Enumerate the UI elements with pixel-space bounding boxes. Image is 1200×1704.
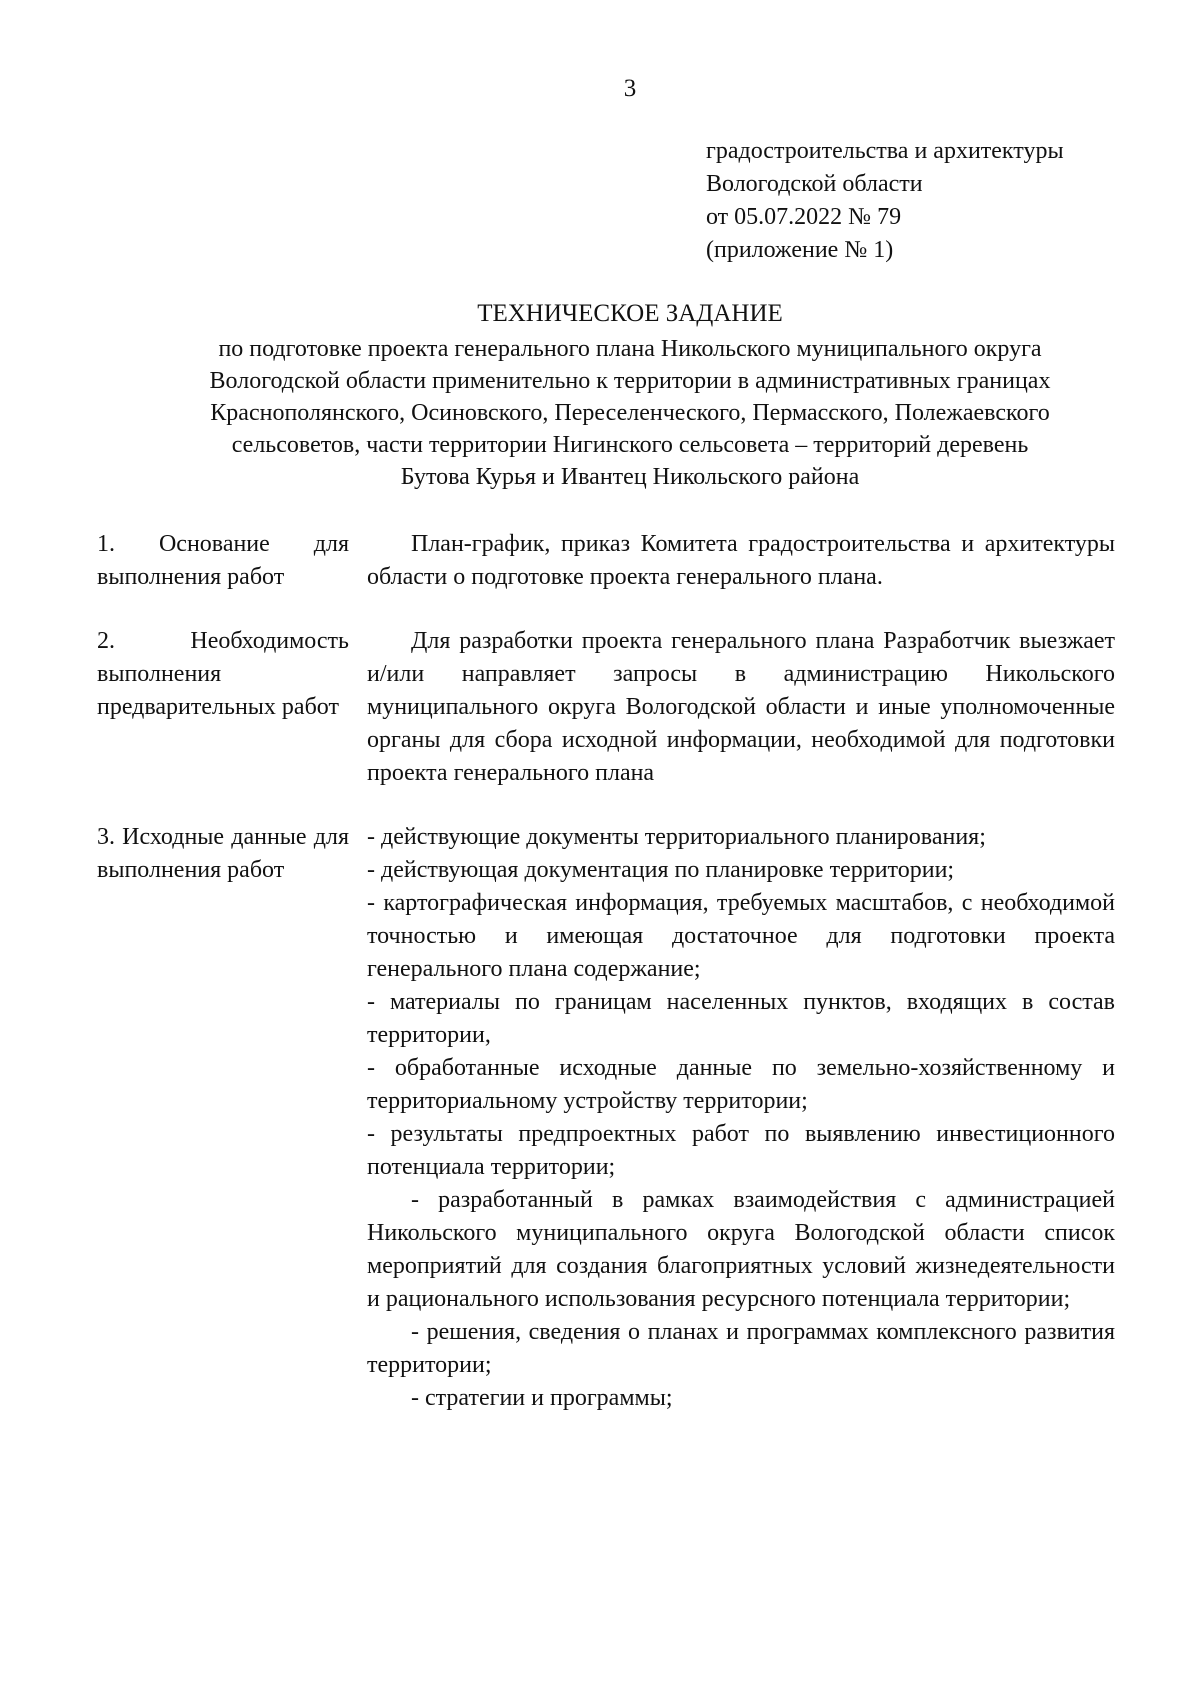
requirements-table: [97, 528, 1115, 1446]
item-source-data: [97, 821, 1115, 1415]
item-label: 1. Основание для выполнения работ: [97, 531, 349, 590]
approval-date-line: от 05.07.2022 № 79: [706, 204, 902, 230]
subtitle-line: сельсоветов, части территории Нигинского сельсовета – территорий деревень: [231, 432, 1029, 458]
page-number: 3: [623, 75, 637, 102]
approval-line: Вологодской области: [706, 171, 923, 197]
list-item: - обработанные исходные данные по земельно-хозяйственному и территориальному устройству территории;: [367, 1055, 1115, 1114]
document-title: ТЕХНИЧЕСКОЕ ЗАДАНИЕ: [477, 300, 783, 327]
approval-block: [706, 135, 1126, 267]
item-text: План-график, приказ Комитета градостроительства и архитектуры области о подготовке проекта генерального плана.: [367, 531, 1115, 590]
item-label: 3. Исходные данные для выполнения работ: [97, 824, 349, 883]
list-item: - материалы по границам населенных пунктов, входящих в состав территории,: [367, 989, 1115, 1048]
list-item: - стратегии и программы;: [411, 1385, 673, 1411]
item-body: [367, 528, 1115, 594]
list-item: - действующая документация по планировке территории;: [367, 857, 955, 883]
item-preliminary-work: [97, 625, 1115, 790]
approval-line: градостроительства и архитектуры: [706, 138, 1064, 164]
list-item: - решения, сведения о планах и программах комплексного развития территории;: [367, 1319, 1115, 1378]
title-block: [120, 297, 1140, 493]
list-item: - разработанный в рамках взаимодействия с администрацией Никольского муниципального округа Вологодской области список мероприятий для создания благоприятных условий жизнедеятельности и рационального использования ресурсного потенциала территории;: [367, 1187, 1115, 1312]
subtitle-line: по подготовке проекта генерального плана Никольского муниципального округа: [218, 336, 1042, 362]
subtitle-line: Бутова Курья и Ивантец Никольского района: [400, 464, 860, 490]
approval-appendix-line: (приложение № 1): [706, 237, 894, 263]
subtitle-line: Краснополянского, Осиновского, Переселенческого, Пермасского, Полежаевского: [210, 400, 1050, 426]
list-item: - действующие документы территориального планирования;: [367, 824, 986, 850]
subtitle-line: Вологодской области применительно к территории в административных границах: [209, 368, 1051, 394]
item-body: [367, 625, 1115, 790]
item-label: 2. Необходимость выполнения предварительных работ: [97, 628, 349, 720]
list-item: - картографическая информация, требуемых масштабов, с необходимой точностью и имеющая достаточное для подготовки проекта генерального плана содержание;: [367, 890, 1115, 982]
item-basis: [97, 528, 1115, 594]
item-text: Для разработки проекта генерального плана Разработчик выезжает и/или направляет запросы в администрацию Никольского муниципального округа Вологодской области и иные уполномоченные органы для сбора исходной информации, необходимой для подготовки проекта генерального плана: [367, 628, 1115, 786]
item-body: [367, 821, 1115, 1415]
list-item: - результаты предпроектных работ по выявлению инвестиционного потенциала территории;: [367, 1121, 1115, 1180]
